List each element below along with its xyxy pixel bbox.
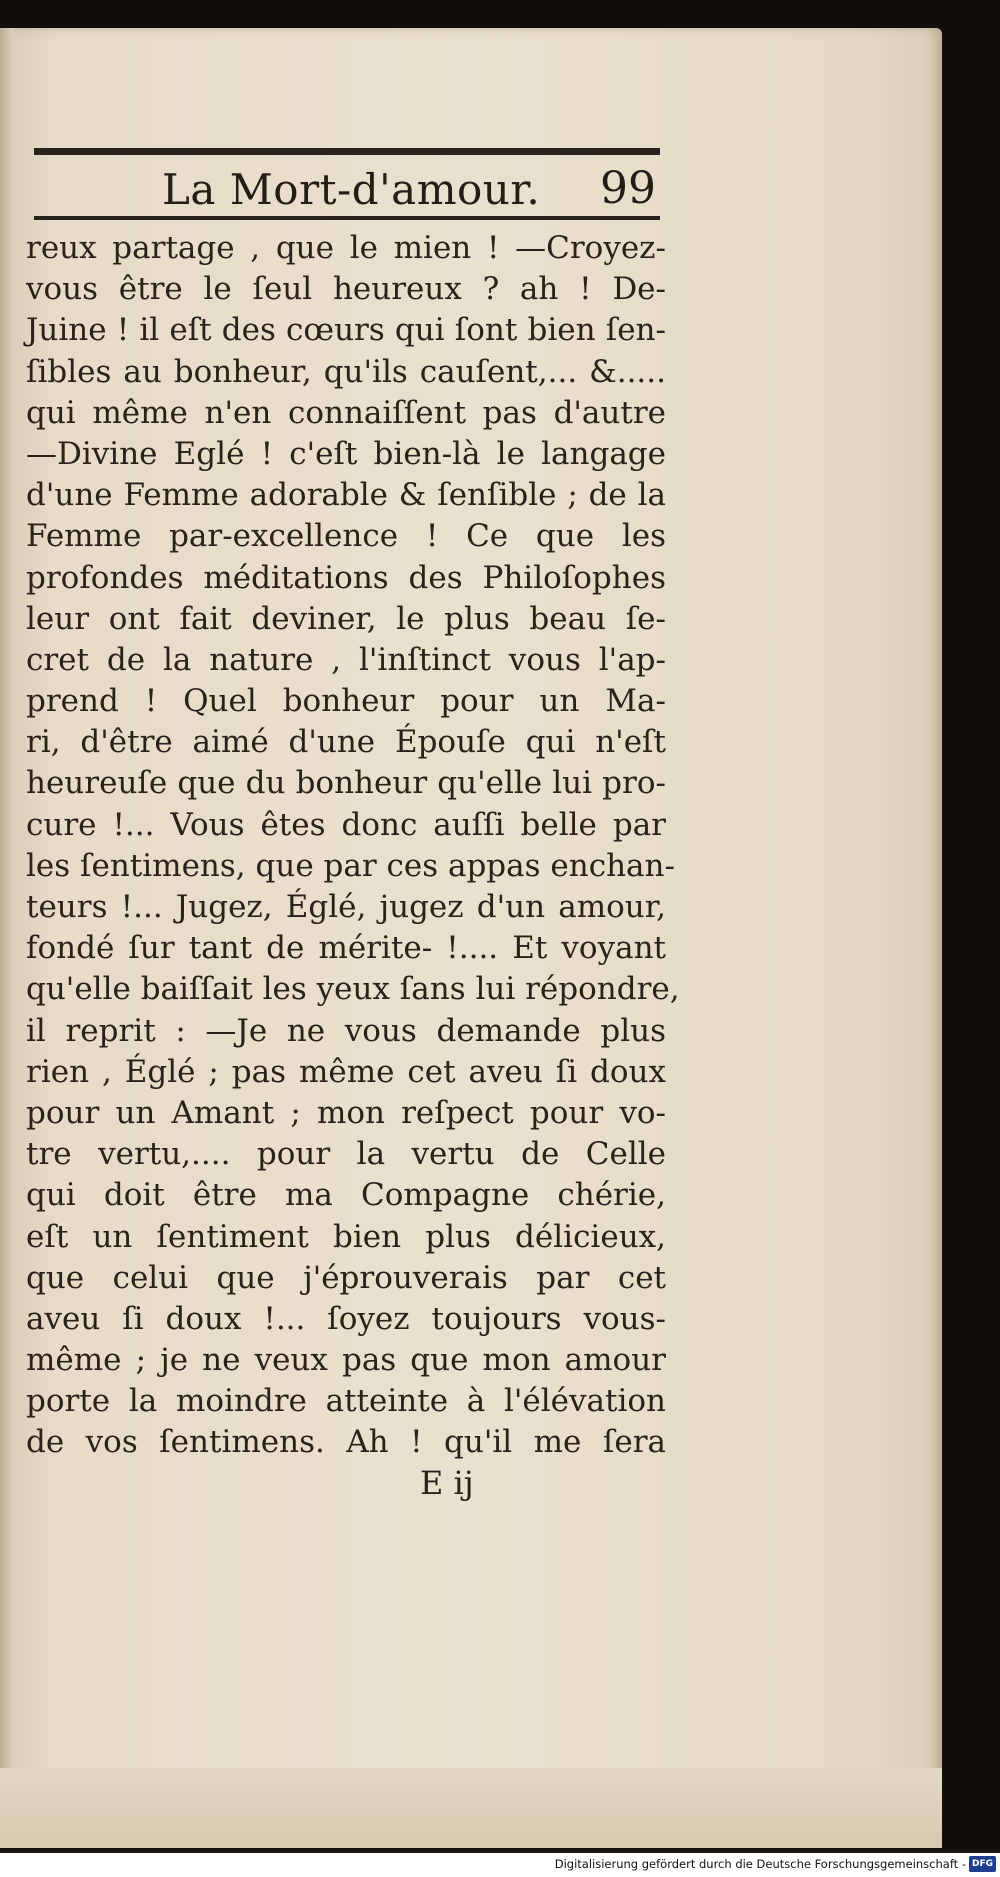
body-text — [26, 228, 680, 1464]
text-line: porte la moindre atteinte à l'élévation — [26, 1383, 666, 1420]
text-line: que celui que j'éprouverais par cet — [26, 1259, 666, 1296]
text-line: prend ! Quel bonheur pour un Ma- — [26, 683, 666, 720]
text-line: ri, d'être aimé d'une Épouſe qui n'eſt — [26, 724, 666, 761]
running-head — [34, 158, 660, 214]
text-line: ſibles au bonheur, qu'ils cauſent,... &..... — [26, 353, 666, 390]
text-line: Femme par-excellence ! Ce que les — [26, 518, 666, 555]
digitization-footer — [0, 1853, 1000, 1877]
dfg-logo-icon: DFG — [969, 1856, 996, 1872]
text-line: Juine ! il eſt des cœurs qui ſont bien ſen- — [26, 312, 666, 349]
text-line: teurs !... Jugez, Églé, jugez d'un amour, — [26, 889, 666, 925]
text-line: fondé ſur tant de mérite- !.... Et voyant — [26, 930, 666, 967]
running-head-title: La Mort-d'amour. — [162, 165, 541, 214]
text-line: vous être le ſeul heureux ? ah ! De- — [26, 271, 666, 308]
text-line: cret de la nature , l'inſtinct vous l'ap- — [26, 641, 666, 678]
text-line: même ; je ne veux pas que mon amour — [26, 1342, 666, 1379]
page-bottom-margin — [0, 1768, 942, 1848]
text-line: heureuſe que du bonheur qu'elle lui pro- — [26, 765, 666, 802]
text-line: il reprit : —Je ne vous demande plus — [26, 1012, 666, 1049]
text-line: reux partage , que le mien ! —Croyez- — [26, 230, 666, 266]
text-line: profondes méditations des Philoſophes — [26, 559, 666, 596]
page-number: 99 — [600, 163, 656, 214]
text-line: leur ont fait deviner, le plus beau ſe- — [26, 600, 666, 637]
text-line: qu'elle baiſſait les yeux ſans lui répondre, — [26, 971, 680, 1008]
text-line: aveu ſi doux !... ſoyez toujours vous- — [26, 1300, 666, 1337]
text-line: de vos ſentimens. Ah ! qu'il me ſera — [26, 1424, 666, 1461]
header-rule-top — [34, 148, 660, 155]
funding-credit: Digitalisierung gefördert durch die Deutsche Forschungsgemeinschaft - — [554, 1857, 966, 1871]
text-line: pour un Amant ; mon reſpect pour vo- — [26, 1094, 666, 1131]
text-line: eſt un ſentiment bien plus délicieux, — [26, 1218, 666, 1255]
text-line: rien , Églé ; pas même cet aveu ſi doux — [26, 1053, 666, 1090]
header-rule-bottom — [34, 216, 660, 220]
page-gutter — [0, 28, 14, 1818]
text-line: qui même n'en connaiſſent pas d'autre — [26, 394, 666, 431]
text-line: —Divine Eglé ! c'eſt bien-là le langage — [26, 435, 666, 472]
text-line: qui doit être ma Compagne chérie, — [26, 1177, 666, 1214]
text-line: cure !... Vous êtes donc auſſi belle par — [26, 806, 666, 843]
signature-mark: E ij — [420, 1464, 474, 1502]
text-line: d'une Femme adorable & ſenſible ; de la — [26, 477, 666, 514]
text-line: tre vertu,.... pour la vertu de Celle — [26, 1136, 666, 1173]
text-line: les ſentimens, que par ces appas enchan- — [26, 847, 675, 884]
